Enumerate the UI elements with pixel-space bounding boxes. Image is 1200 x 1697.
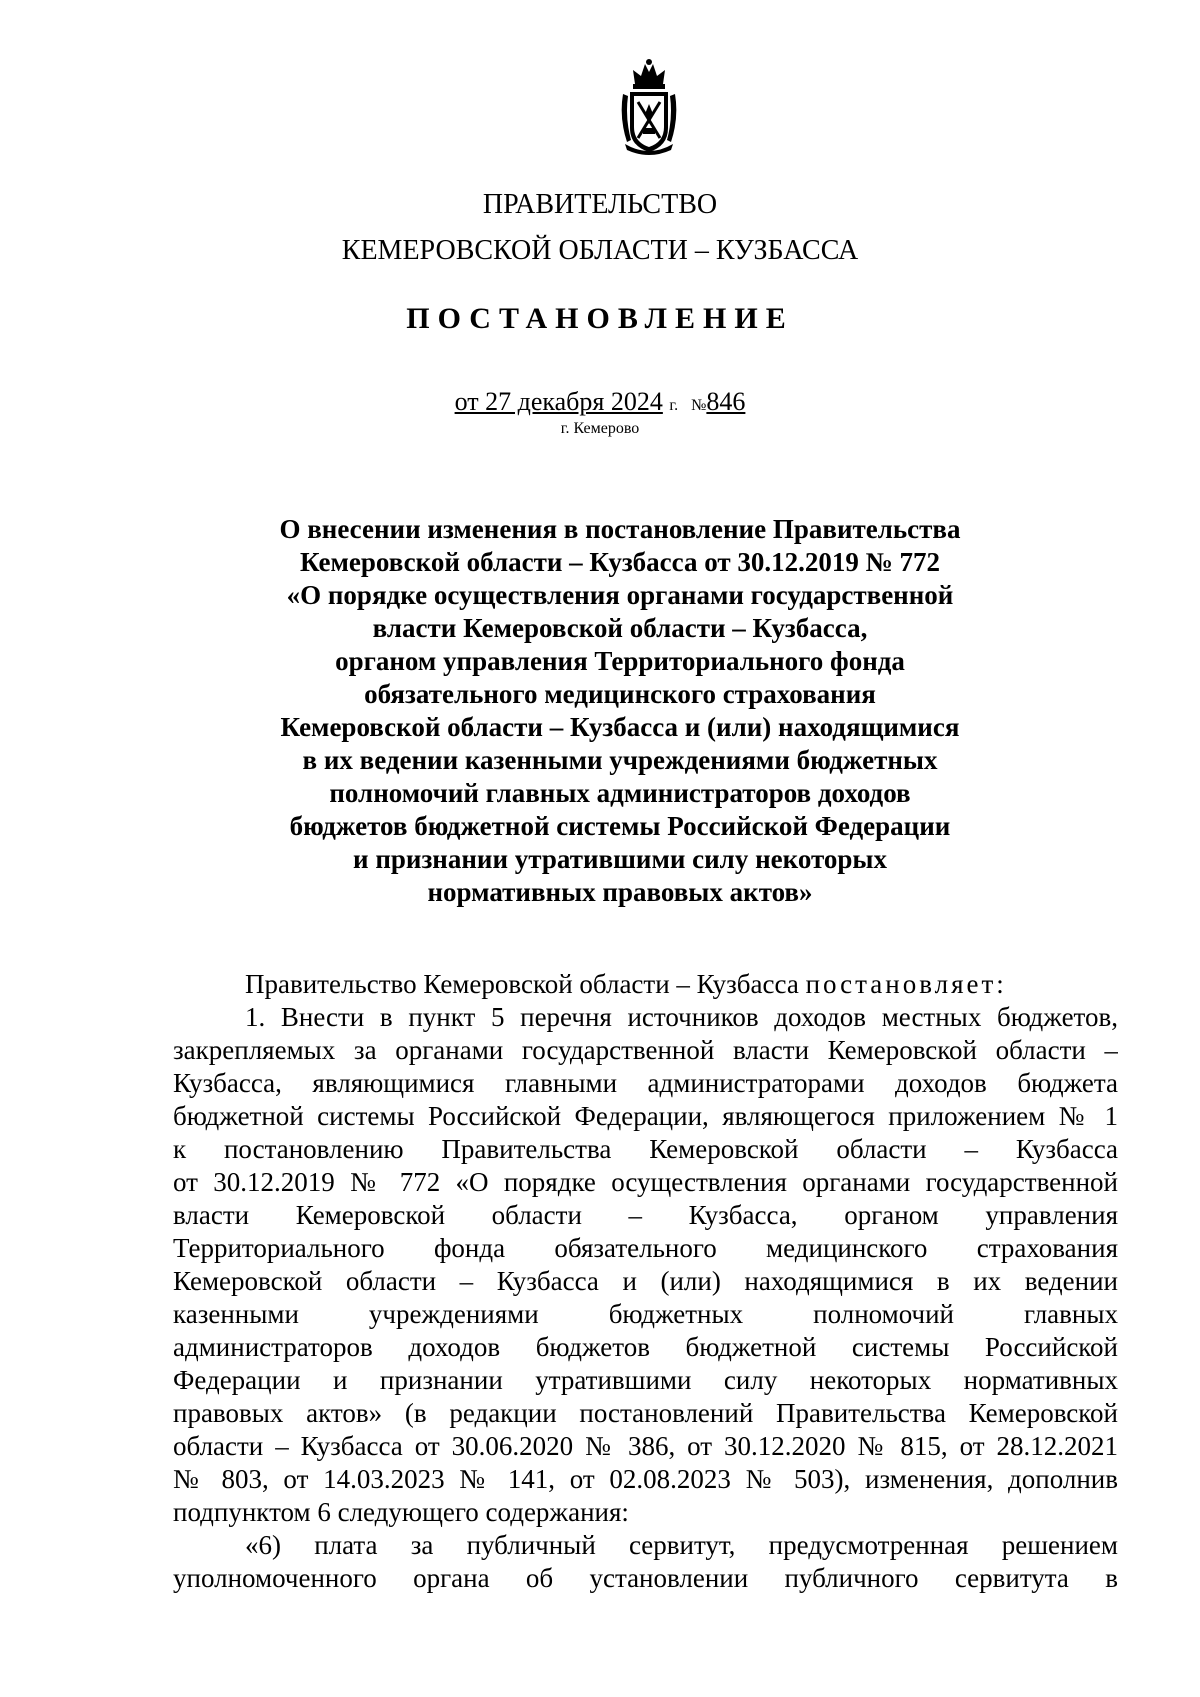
body-line: Кузбасса, являющимися главными администраторами доходов бюджета — [173, 1068, 1118, 1098]
title-line: О внесении изменения в постановление Правительства — [279, 514, 961, 544]
body-line: подпунктом 6 следующего содержания: — [173, 1497, 629, 1527]
title-line: «О порядке осуществления органами государственной — [286, 580, 954, 610]
body-line: казенными учреждениями бюджетных полномочий главных — [173, 1299, 1118, 1329]
org-name-line2: КЕМЕРОВСКОЙ ОБЛАСТИ – КУЗБАССА — [341, 235, 859, 266]
title-line: полномочий главных администраторов доходов — [329, 778, 911, 808]
body-line: № 803, от 14.03.2023 № 141, от 02.08.2023 № 503), изменения, дополнив — [173, 1464, 1118, 1494]
body-line: Федерации и признании утратившими силу некоторых нормативных — [173, 1365, 1118, 1395]
body-line: правовых актов» (в редакции постановлений Правительства Кемеровской — [173, 1398, 1118, 1428]
body-line: администраторов доходов бюджетов бюджетной системы Российской — [173, 1332, 1118, 1362]
body-line: области – Кузбасса от 30.06.2020 № 386, от 30.12.2020 № 815, от 28.12.2021 — [173, 1431, 1118, 1461]
document-title — [240, 513, 1000, 909]
org-name-line1: ПРАВИТЕЛЬСТВО — [482, 189, 718, 220]
preamble-verb: постановляет: — [805, 969, 1007, 999]
preamble — [173, 968, 1118, 1001]
title-line: в их ведении казенными учреждениями бюджетных — [302, 745, 938, 775]
preamble-text: Правительство Кемеровской области – Кузбасса — [245, 969, 799, 999]
body-line: бюджетной системы Российской Федерации, являющегося приложением № 1 — [173, 1101, 1118, 1131]
body-line: власти Кемеровской области – Кузбасса, органом управления — [173, 1200, 1118, 1230]
body-line: от 30.12.2019 № 772 «О порядке осуществления органами государственной — [173, 1167, 1118, 1197]
coat-of-arms-icon — [619, 58, 679, 156]
number-sign: № — [691, 397, 707, 414]
title-line: органом управления Территориального фонда — [335, 646, 905, 676]
title-line: обязательного медицинского страхования — [364, 679, 876, 709]
body-line: к постановлению Правительства Кемеровской области – Кузбасса — [173, 1134, 1118, 1164]
title-line: Кемеровской области – Кузбасса и (или) находящимися — [280, 712, 960, 742]
title-line: нормативных правовых актов» — [427, 877, 813, 907]
body-line: Кемеровской области – Кузбасса и (или) находящимися в их ведении — [173, 1266, 1118, 1296]
body-line: 1. Внести в пункт 5 перечня источников доходов местных бюджетов, — [245, 1002, 1118, 1032]
document-date: от 27 декабря 2024 — [454, 387, 663, 416]
body-line: закрепляемых за органами государственной власти Кемеровской области – — [173, 1035, 1118, 1065]
document-type: ПОСТАНОВЛЕНИЕ — [406, 302, 794, 335]
body-line: Территориального фонда обязательного медицинского страхования — [173, 1233, 1118, 1263]
document-city: г. Кемерово — [560, 420, 640, 437]
date-number-line — [0, 387, 1200, 417]
title-line: Кемеровской области – Кузбасса от 30.12.2019 № 772 — [299, 547, 941, 577]
document-number: 846 — [706, 387, 746, 416]
year-suffix: г. — [669, 397, 679, 414]
title-line: власти Кемеровской области – Кузбасса, — [372, 613, 868, 643]
title-line: бюджетов бюджетной системы Российской Федерации — [289, 811, 951, 841]
body-line: «6) плата за публичный сервитут, предусмотренная решением — [245, 1530, 1118, 1560]
document-body — [173, 968, 1118, 1595]
title-line: и признании утратившими силу некоторых — [353, 844, 887, 874]
body-line: уполномоченного органа об установлении публичного сервитута в — [173, 1563, 1118, 1593]
